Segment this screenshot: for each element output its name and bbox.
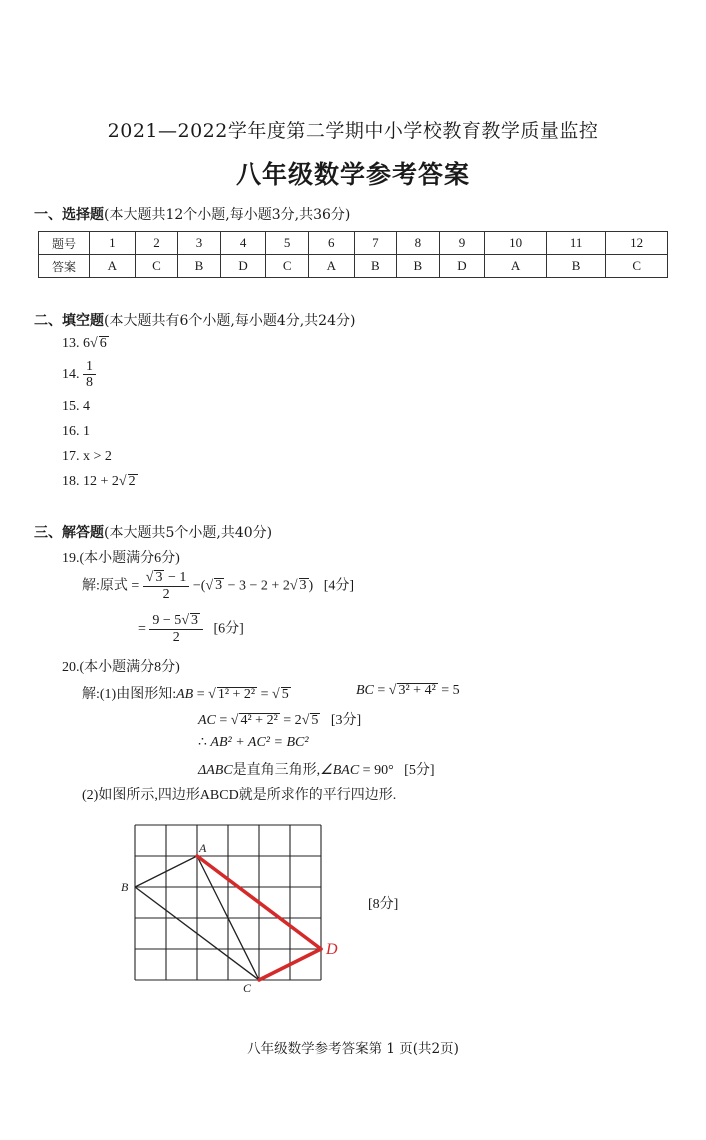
table-cell: 5: [266, 232, 309, 255]
table-cell: 6: [308, 232, 354, 255]
q20-part2: (2)如图所示,四边形ABCD就是所求作的平行四边形.: [82, 788, 397, 803]
grid-figure: [110, 815, 340, 995]
section3-heading: 三、解答题: [34, 525, 104, 541]
table-cell: D: [220, 255, 266, 278]
score-mark: [3分]: [330, 713, 362, 728]
table-row-answers: [39, 255, 668, 278]
section2-header: [34, 310, 355, 330]
document-title: 2021—2022学年度第二学期中小学校教育教学质量监控: [107, 120, 599, 142]
q20-line4: ΔABC是直角三角形,∠BAC = 90° [5分]: [198, 763, 435, 778]
q19-step2: = $\frac{9 - 5√ 3}{2}$ [6分]: [138, 613, 244, 645]
section3-header: [34, 522, 272, 542]
point-label-d: D: [326, 941, 338, 958]
table-cell: 3: [178, 232, 221, 255]
q19-step1: 解:原式 = $\frac{√ 3 - 1}{2}$ −(√ 3 − 3 − 2 + 2√ 3 ) [4分]: [82, 570, 355, 602]
section2-heading: 二、填空题: [34, 313, 104, 329]
table-cell: 4: [220, 232, 266, 255]
q19-title: 19.(本小题满分6分): [62, 551, 180, 566]
table-cell: B: [354, 255, 397, 278]
answer-16: 16. 1: [62, 424, 90, 439]
answer-15: 15. 4: [62, 399, 90, 414]
table-cell: 12: [606, 232, 668, 255]
section1-note: (本大题共12个小题,每小题3分,共36分): [104, 207, 351, 223]
point-label-a: A: [199, 841, 207, 855]
table-cell: 11: [546, 232, 605, 255]
document-subtitle: 八年级数学参考答案: [235, 160, 470, 189]
table-cell: A: [308, 255, 354, 278]
table-cell: C: [135, 255, 178, 278]
answer-14: 14. $\frac{1}{8}$: [62, 359, 96, 391]
fraction: $\frac{9 - 5√ 3}{2}$: [149, 613, 203, 645]
answer-13: 13. 6√ 6: [62, 336, 107, 351]
row-label-questions: 题号: [39, 232, 90, 255]
section1-header: [34, 204, 350, 224]
table-cell: D: [439, 255, 485, 278]
score-mark: [8分]: [368, 897, 399, 912]
score-mark: [4分]: [323, 578, 355, 594]
table-cell: 9: [439, 232, 485, 255]
section1-heading: 一、选择题: [34, 207, 104, 223]
answer-17: 17. x > 2: [62, 449, 112, 464]
page-footer: 八年级数学参考答案第 1 页(共2页): [247, 1041, 459, 1057]
section3-note: (本大题共5个小题,共40分): [104, 525, 273, 541]
table-cell: B: [178, 255, 221, 278]
table-cell: A: [485, 255, 547, 278]
table-cell: B: [546, 255, 605, 278]
table-cell: 8: [397, 232, 440, 255]
table-cell: C: [266, 255, 309, 278]
q20-line2: AC = √ 4² + 2² = 2√ 5 [3分]: [198, 713, 362, 728]
fraction: $\frac{1}{8}$: [83, 359, 96, 391]
point-label-b: B: [121, 880, 129, 894]
fraction: $\frac{√ 3 - 1}{2}$: [143, 570, 190, 602]
q20-line3: ∴ AB² + AC² = BC²: [198, 735, 309, 750]
q20-line1: 解:(1)由图形知:AB = √ 1² + 2² = √ 5: [82, 687, 289, 702]
q20-bc: BC = √ 3² + 4² = 5: [356, 683, 460, 698]
table-cell: 2: [135, 232, 178, 255]
q20-title: 20.(本小题满分8分): [62, 660, 180, 675]
table-row-questions: [39, 232, 668, 255]
table-cell: 10: [485, 232, 547, 255]
row-label-answers: 答案: [39, 255, 90, 278]
table-cell: 7: [354, 232, 397, 255]
sqrt-sign: √: [90, 336, 98, 351]
answer-table: [38, 231, 668, 278]
table-cell: B: [397, 255, 440, 278]
score-mark: [5分]: [404, 763, 435, 778]
table-cell: A: [90, 255, 136, 278]
table-cell: C: [606, 255, 668, 278]
table-cell: 1: [90, 232, 136, 255]
section2-note: (本大题共有6个小题,每小题4分,共24分): [104, 313, 356, 329]
point-label-c: C: [243, 981, 252, 995]
score-mark: [6分]: [213, 621, 244, 637]
answer-18: 18. 12 + 2√ 2: [62, 474, 136, 489]
